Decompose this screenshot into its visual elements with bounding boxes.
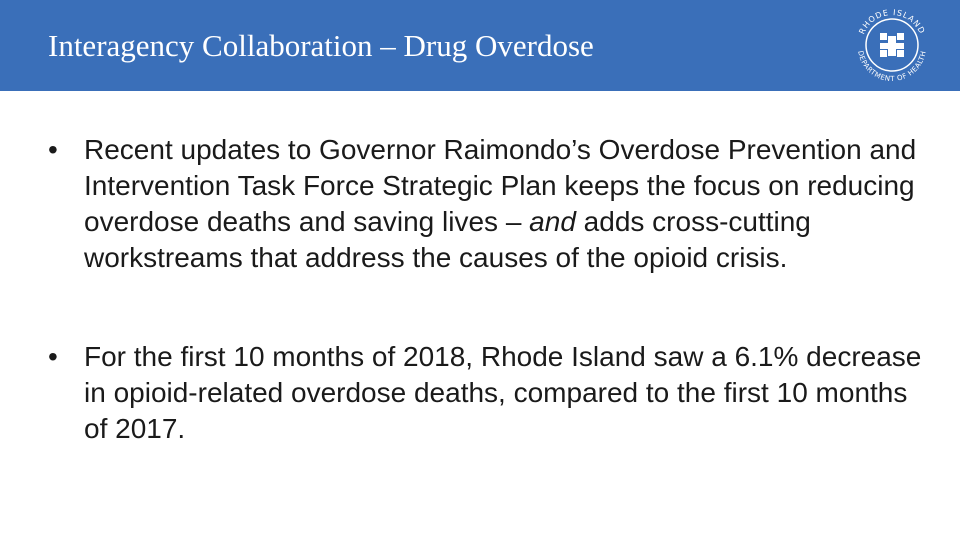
slide-header (0, 0, 960, 91)
bullet-text: Recent updates to Governor Raimondo’s Overdose Prevention and Intervention Task Force Strategic Plan keeps the focus on reducing overdose deaths and saving lives – (84, 134, 917, 237)
bullet-emphasis: and (529, 206, 576, 237)
bullet-text: For the first 10 months of 2018, Rhode Island saw a 6.1% decrease in opioid-related overdose deaths, compared to the first 10 months of 2017. (84, 341, 922, 444)
bullet-item (48, 339, 928, 447)
svg-text:DEPARTMENT OF HEALTH: DEPARTMENT OF HEALTH (856, 50, 928, 84)
bullet-item (48, 132, 928, 276)
bullet-marker: • (48, 134, 58, 165)
ri-department-of-health-logo (844, 0, 940, 91)
bullet-text: adds cross-cutting workstreams that address the causes of the opioid crisis. (84, 206, 811, 273)
svg-text:RHODE ISLAND: RHODE ISLAND (857, 7, 927, 36)
slide-title: Interagency Collaboration – Drug Overdose (48, 28, 594, 63)
slide-body (48, 132, 928, 447)
bullet-marker: • (48, 341, 58, 372)
